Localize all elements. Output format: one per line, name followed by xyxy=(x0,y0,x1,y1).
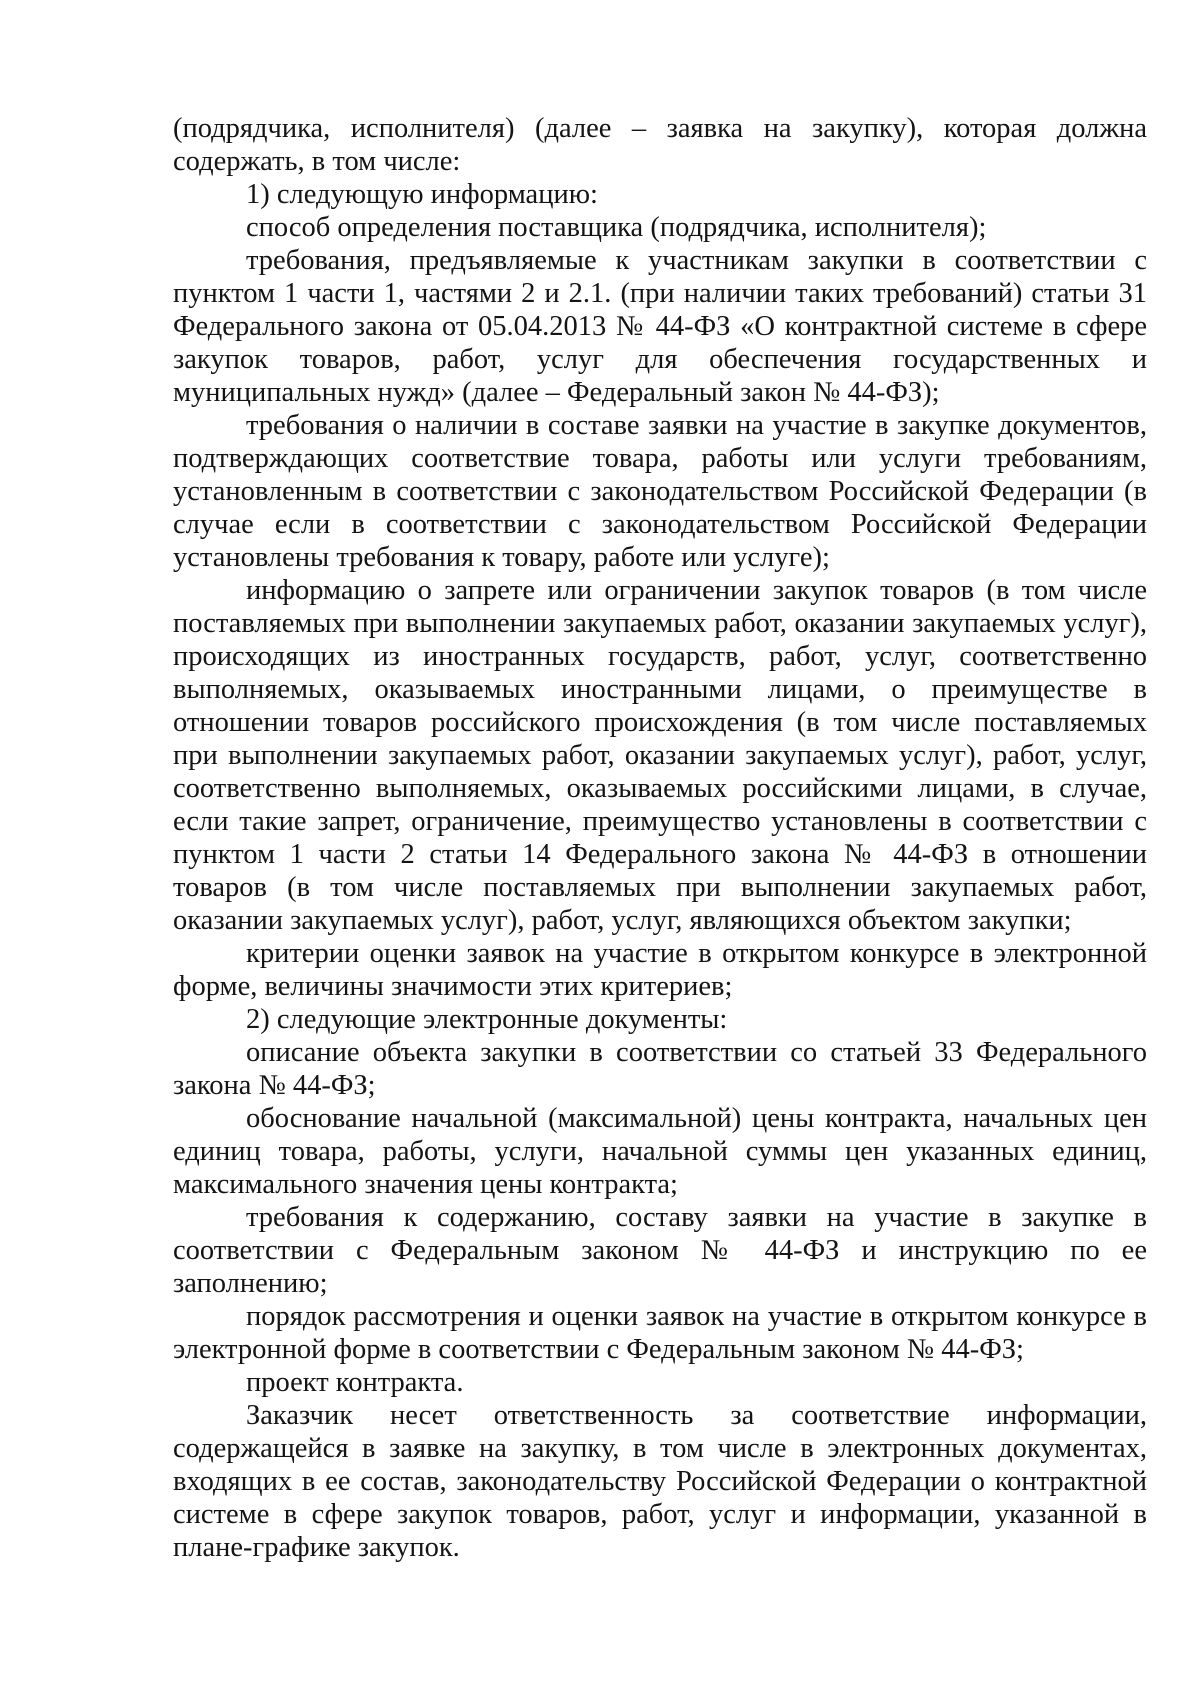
paragraph-evaluation-criteria: критерии оценки заявок на участие в открытом конкурсе в электронной форме, величины значимости этих критериев; xyxy=(173,938,1147,1002)
paragraph-supplier-method: способ определения поставщика (подрядчика, исполнителя); xyxy=(246,212,987,243)
paragraph-continuation: (подрядчика, исполнителя) (далее – заявка на закупку), которая должна содержать, в том числе: xyxy=(173,113,1147,177)
paragraph-documents-requirements: требования о наличии в составе заявки на участие в закупке документов, подтверждающих соответствие товара, работы или услуги требованиям, установленным в соответствии с законодательством Российской Федерации (в случае если в соответствии с законодательством Российской Федерации установлены требования к товару, работе или услуге); xyxy=(173,410,1147,573)
paragraph-review-procedure: порядок рассмотрения и оценки заявок на участие в открытом конкурсе в электронной форме в соответствии с Федеральным законом № 44-ФЗ; xyxy=(173,1301,1147,1365)
paragraph-draft-contract: проект контракта. xyxy=(246,1367,464,1398)
paragraph-participant-requirements: требования, предъявляемые к участникам закупки в соответствии с пунктом 1 части 1, частями 2 и 2.1. (при наличии таких требований) статьи 31 Федерального закона от 05.04.2013 № 44-ФЗ «О контрактной системе в сфере закупок товаров, работ, услуг для обеспечения государственных и муниципальных нужд» (далее – Федеральный закон № 44-ФЗ); xyxy=(173,245,1147,408)
paragraph-price-justification: обоснование начальной (максимальной) цены контракта, начальных цен единиц товара, работы, услуги, начальной суммы цен указанных единиц, максимального значения цены контракта; xyxy=(173,1103,1147,1200)
paragraph-ban-restriction-info: информацию о запрете или ограничении закупок товаров (в том числе поставляемых при выполнении закупаемых работ, оказании закупаемых услуг), происходящих из иностранных государств, работ, услуг, соответственно выполняемых, оказываемых иностранными лицами, о преимуществе в отношении товаров российского происхождения (в том числе поставляемых при выполнении закупаемых работ, оказании закупаемых услуг), работ, услуг, соответственно выполняемых, оказываемых российскими лицами, в случае, если такие запрет, ограничение, преимущество установлены в соответствии с пунктом 1 части 2 статьи 14 Федерального закона № 44-ФЗ в отношении товаров (в том числе поставляемых при выполнении закупаемых работ, оказании закупаемых услуг), работ, услуг, являющихся объектом закупки; xyxy=(173,575,1147,936)
paragraph-item-1-heading: 1) следующую информацию: xyxy=(246,179,598,210)
paragraph-object-description: описание объекта закупки в соответствии со статьей 33 Федерального закона № 44-ФЗ; xyxy=(173,1037,1147,1101)
paragraph-item-2-heading: 2) следующие электронные документы: xyxy=(246,1004,728,1035)
document-page xyxy=(173,112,1147,1564)
paragraph-customer-responsibility: Заказчик несет ответственность за соответствие информации, содержащейся в заявке на закупку, в том числе в электронных документах, входящих в ее состав, законодательству Российской Федерации о контрактной системе в сфере закупок товаров, работ, услуг и информации, указанной в плане-графике закупок. xyxy=(173,1400,1147,1563)
paragraph-application-requirements: требования к содержанию, составу заявки на участие в закупке в соответствии с Федеральным законом № 44-ФЗ и инструкцию по ее заполнению; xyxy=(173,1202,1147,1299)
